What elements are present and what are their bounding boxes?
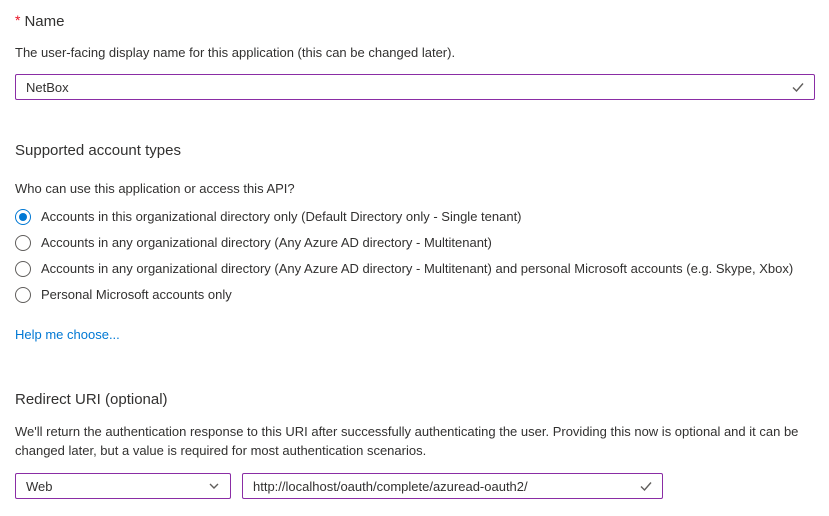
radio-button-icon[interactable] <box>15 261 31 277</box>
name-input[interactable] <box>26 80 784 95</box>
account-types-question: Who can use this application or access this API? <box>15 181 295 196</box>
name-field-description: The user-facing display name for this application (this can be changed later). <box>15 45 456 60</box>
account-types-radio-group <box>15 204 815 308</box>
platform-select-value: Web <box>26 478 53 494</box>
radio-option-multitenant-personal[interactable] <box>15 256 815 282</box>
radio-option-multitenant[interactable] <box>15 230 815 256</box>
check-icon <box>638 478 654 494</box>
radio-button-icon[interactable] <box>15 235 31 251</box>
name-input-container <box>15 74 815 100</box>
required-asterisk: * <box>15 12 21 28</box>
check-icon <box>790 79 806 95</box>
chevron-down-icon <box>207 479 221 493</box>
redirect-uri-title: Redirect URI (optional) <box>15 391 168 408</box>
redirect-uri-controls <box>15 473 663 499</box>
radio-button-icon[interactable] <box>15 209 31 225</box>
radio-option-label: Accounts in any organizational directory (Any Azure AD directory - Multitenant) <box>41 235 492 250</box>
supported-account-types-title: Supported account types <box>15 142 181 159</box>
radio-option-label: Accounts in this organizational directory only (Default Directory only - Single tenant) <box>41 209 522 224</box>
radio-option-single-tenant[interactable] <box>15 204 815 230</box>
redirect-uri-input[interactable] <box>253 479 632 494</box>
radio-option-label: Accounts in any organizational directory (Any Azure AD directory - Multitenant) and personal Microsoft accounts (e.g. Skype, Xbox) <box>41 261 794 276</box>
name-field-label <box>15 10 64 32</box>
redirect-uri-description: We'll return the authentication response to this URI after successfully authenticating the user. Providing this now is optional and it can be changed later, but a value is required for most authentication scenarios. <box>15 424 799 458</box>
platform-select[interactable] <box>15 473 231 499</box>
radio-option-label: Personal Microsoft accounts only <box>41 287 232 302</box>
redirect-uri-input-container <box>242 473 663 499</box>
radio-button-icon[interactable] <box>15 287 31 303</box>
name-label-text: Name <box>24 13 65 30</box>
help-me-choose-link[interactable]: Help me choose... <box>15 327 120 342</box>
radio-option-personal-only[interactable] <box>15 282 815 308</box>
